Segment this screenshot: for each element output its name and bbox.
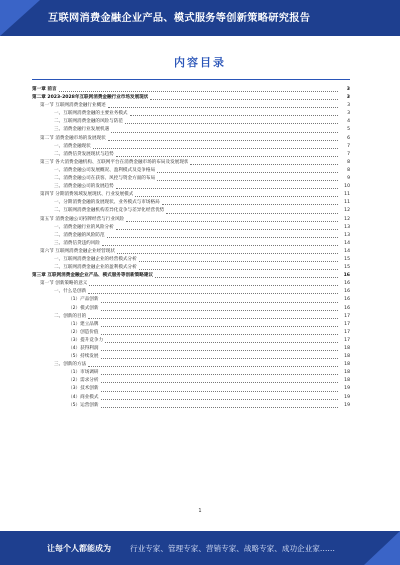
toc-entry[interactable]	[32, 369, 350, 377]
toc-entry[interactable]	[32, 321, 350, 329]
toc-entry[interactable]	[32, 224, 350, 232]
footer-band	[0, 531, 400, 565]
toc-entry-label: （3）提升竞争力	[68, 337, 104, 343]
toc-entry-page: 8	[347, 167, 350, 173]
toc-entry-label: 一、消费金融行业的风险分析	[54, 224, 114, 230]
toc-entry-label: 一、什么是创新	[54, 289, 87, 295]
toc-leader-dots	[155, 277, 338, 278]
toc-entry-label: （4）获得利润	[68, 346, 99, 351]
toc-leader-dots	[101, 391, 339, 392]
toc-entry-page: 10	[344, 184, 350, 190]
toc-leader-dots	[108, 140, 338, 141]
toc-entry-label: 第三章 互联网消费金融企业产品、模式服务等创新策略建议	[32, 273, 154, 279]
toc-entry[interactable]	[32, 207, 350, 215]
toc-entry-label: 二、消费金融的风险防范	[54, 232, 105, 238]
toc-entry-page: 16	[343, 273, 350, 279]
toc-entry-label: （3）技术创新	[68, 386, 99, 392]
toc-entry-page: 16	[344, 281, 350, 287]
toc-leader-dots	[88, 293, 338, 294]
toc-entry-label: （5）运营创新	[68, 402, 99, 408]
toc-entry-label: 一、互联网消费金融企业的经营模式分析	[54, 256, 137, 262]
toc-entry[interactable]	[32, 377, 350, 385]
toc-entry-page: 3	[346, 95, 350, 101]
toc-entry[interactable]	[32, 216, 350, 224]
toc-entry[interactable]	[32, 280, 350, 288]
toc-entry-label: （5）持续发展	[68, 354, 99, 360]
toc-entry-page: 17	[344, 313, 350, 319]
toc-entry-page: 12	[344, 216, 350, 222]
toc-entry[interactable]	[32, 199, 350, 207]
toc-entry[interactable]	[32, 361, 350, 369]
toc-entry-label: 一、分期消费金融的发展现状、业务模式与市场格局	[54, 200, 160, 206]
toc-entry-page: 12	[344, 208, 350, 214]
header-accent-shape	[0, 0, 40, 36]
toc-entry-label: 一、消费金融公司发展概况、盈利模式及竞争格局	[54, 167, 156, 173]
toc-entry[interactable]	[32, 159, 350, 167]
toc-entry-label: 一、消费金融现状	[54, 143, 91, 149]
header-band	[0, 0, 400, 36]
toc-entry[interactable]	[32, 305, 350, 313]
toc-entry[interactable]	[32, 94, 350, 102]
toc-entry[interactable]	[32, 264, 350, 272]
toc-entry-page: 7	[347, 151, 350, 157]
toc-entry-page: 15	[344, 256, 350, 262]
toc-entry-label: （1）建立品牌	[68, 321, 99, 327]
toc-entry-label: 第二节 消费金融市场的发展现状	[40, 135, 106, 141]
toc-entry-label: 二、互联网消费金融企业的盈利模式分析	[54, 265, 137, 271]
toc-entry-page: 18	[344, 378, 350, 384]
toc-entry-label: 二、创新的目的	[54, 313, 87, 319]
toc-entry-page: 9	[347, 176, 350, 182]
toc-leader-dots	[108, 107, 338, 108]
toc-entry-label: （4）商业模式	[68, 394, 99, 400]
toc-entry-label: 第一节 创新策略的意义	[40, 281, 88, 287]
toc-entry-page: 18	[344, 370, 350, 376]
toc-leader-dots	[157, 180, 338, 181]
toc-entry-page: 18	[344, 362, 350, 368]
toc-entry-page: 6	[347, 135, 350, 141]
toc-entry[interactable]	[32, 86, 350, 94]
toc-entry-label: 三、创新的方法	[54, 362, 87, 368]
toc-entry-label: （1）产品创新	[68, 297, 99, 303]
document-title: 互联网消费金融企业产品、模式服务等创新策略研究报告	[48, 13, 311, 24]
toc-entry-page: 11	[344, 200, 350, 206]
toc-entry-label: （1）市场调研	[68, 370, 99, 376]
toc-entry-label: 二、互联网消费金融的风险与防范	[54, 119, 123, 125]
toc-entry-page: 3	[347, 111, 350, 117]
toc-entry[interactable]	[32, 256, 350, 264]
toc-entry-label: 第一章 前言	[32, 87, 57, 92]
toc-entry-page: 16	[344, 289, 350, 295]
toc-entry-label: 二、消费金融公司在获客、风控与资金方面的布局	[54, 176, 156, 182]
toc-entry-page: 13	[344, 224, 350, 230]
toc-entry[interactable]	[32, 183, 350, 191]
toc-leader-dots	[139, 261, 338, 262]
toc-leader-dots	[130, 115, 338, 116]
toc-entry[interactable]	[32, 345, 350, 353]
toc-leader-dots	[88, 318, 338, 319]
toc-entry-label: 第二章 2023-2028年互联网消费金融行业市场发展现状	[32, 95, 149, 101]
footer-accent-shape	[364, 531, 400, 565]
toc-entry[interactable]	[32, 385, 350, 393]
toc-entry[interactable]	[32, 110, 350, 118]
toc-leader-dots	[125, 123, 338, 124]
toc-leader-dots	[116, 229, 338, 230]
toc-entry-label: （2）创造价值	[68, 329, 99, 335]
toc-entry-label: （2）模式创新	[68, 305, 99, 311]
toc-leader-dots	[107, 237, 338, 238]
toc-entry[interactable]	[32, 329, 350, 337]
toc-leader-dots	[101, 302, 339, 303]
toc-leader-dots	[150, 99, 338, 100]
toc-leader-dots	[117, 253, 338, 254]
toc-entry-page: 5	[347, 127, 350, 133]
toc-leader-dots	[166, 213, 338, 214]
toc-entry-label: 第六节 互联网消费金融企业经营现状	[40, 248, 115, 254]
toc-leader-dots	[101, 326, 339, 327]
toc-entry-page: 7	[347, 143, 350, 149]
toc-leader-dots	[93, 148, 338, 149]
toc-leader-dots	[101, 407, 339, 408]
toc-entry[interactable]	[32, 191, 350, 199]
toc-entry[interactable]	[32, 151, 350, 159]
toc-leader-dots	[111, 132, 338, 133]
toc-entry-page: 15	[344, 265, 350, 271]
toc-entry-label: 第四节 分期消费领域发展现状、行业发展模式	[40, 192, 134, 198]
toc-entry[interactable]	[32, 143, 350, 151]
toc-entry[interactable]	[32, 175, 350, 183]
toc-entry[interactable]	[32, 248, 350, 256]
page-number: 1	[198, 508, 202, 514]
toc-entry-label: 第三节 各大消费金融机构、互联网平台在消费金融市场的布局及发展现状	[40, 159, 189, 165]
toc-entry-page: 16	[344, 297, 350, 303]
toc-entry-page: 4	[347, 119, 350, 125]
toc-entry-label: （2）需求分析	[68, 378, 99, 384]
toc-entry[interactable]	[32, 102, 350, 110]
toc-leader-dots	[116, 156, 338, 157]
toc-leader-dots	[101, 399, 339, 400]
toc-entry[interactable]	[32, 337, 350, 345]
toc-entry[interactable]	[32, 118, 350, 126]
toc-leader-dots	[139, 269, 338, 270]
toc-entry[interactable]	[32, 296, 350, 304]
toc-leader-dots	[101, 310, 339, 311]
toc-entry-label: 三、消费金融公司的发展趋势	[54, 184, 114, 190]
toc-leader-dots	[101, 374, 339, 375]
toc-entry-page: 3	[347, 103, 350, 109]
toc-entry-page: 13	[344, 232, 350, 238]
toc-leader-dots	[89, 285, 338, 286]
toc-entry-label: 第一节 互联网消费金融行业概述	[40, 103, 106, 109]
toc-entry[interactable]	[32, 313, 350, 321]
toc-entry[interactable]	[32, 232, 350, 240]
footer-slogan-roles: 行业专家、管理专家、营销专家、战略专家、成功企业家……	[130, 544, 336, 553]
toc-entry[interactable]	[32, 353, 350, 361]
toc-entry-page: 8	[347, 159, 350, 165]
toc-entry-label: 第五节 消费金融公司持牌经营与行业风险	[40, 216, 125, 222]
toc-entry[interactable]	[32, 402, 350, 410]
toc-entry[interactable]	[32, 167, 350, 175]
toc-entry-page: 17	[344, 329, 350, 335]
toc-leader-dots	[105, 342, 338, 343]
table-of-contents	[32, 86, 350, 410]
toc-leader-dots	[59, 91, 338, 92]
toc-leader-dots	[101, 350, 339, 351]
toc-leader-dots	[102, 245, 338, 246]
toc-entry-page: 14	[344, 248, 350, 254]
toc-entry-page: 19	[344, 394, 350, 400]
toc-leader-dots	[190, 164, 338, 165]
toc-entry-label: 二、互联网消费金融机构差异化竞争与差异化经营优势	[54, 208, 165, 214]
toc-leader-dots	[101, 358, 339, 359]
toc-leader-dots	[101, 334, 339, 335]
toc-entry-page: 3	[346, 87, 350, 92]
toc-entry[interactable]	[32, 240, 350, 248]
toc-entry-page: 18	[344, 354, 350, 360]
footer-slogan-lead: 让每个人都能成为	[47, 544, 111, 553]
toc-heading: 内容目录	[174, 56, 226, 69]
toc-leader-dots	[126, 221, 338, 222]
toc-entry-page: 18	[344, 346, 350, 351]
toc-entry[interactable]	[32, 288, 350, 296]
toc-entry-label: 一、互联网消费金融的主要业务模式	[54, 111, 128, 117]
toc-entry[interactable]	[32, 394, 350, 402]
toc-leader-dots	[101, 382, 339, 383]
toc-leader-dots	[135, 196, 338, 197]
toc-entry-page: 14	[344, 240, 350, 246]
toc-leader-dots	[116, 188, 338, 189]
toc-entry-page: 19	[344, 386, 350, 392]
toc-entry-page: 17	[344, 321, 350, 327]
toc-entry-label: 三、消费信贷违约风险	[54, 240, 100, 246]
toc-leader-dots	[162, 204, 338, 205]
toc-entry-label: 二、消费信贷发展现状与趋势	[54, 151, 114, 157]
toc-entry-label: 三、消费金融行业发展机遇	[54, 127, 110, 133]
toc-entry-page: 19	[344, 402, 350, 408]
toc-leader-dots	[157, 172, 338, 173]
toc-entry-page: 17	[344, 337, 350, 343]
toc-divider	[32, 79, 350, 80]
toc-entry[interactable]	[32, 135, 350, 143]
toc-entry[interactable]	[32, 126, 350, 134]
toc-entry[interactable]	[32, 272, 350, 280]
toc-entry-page: 11	[344, 192, 350, 198]
toc-leader-dots	[88, 366, 338, 367]
toc-entry-page: 16	[344, 305, 350, 311]
